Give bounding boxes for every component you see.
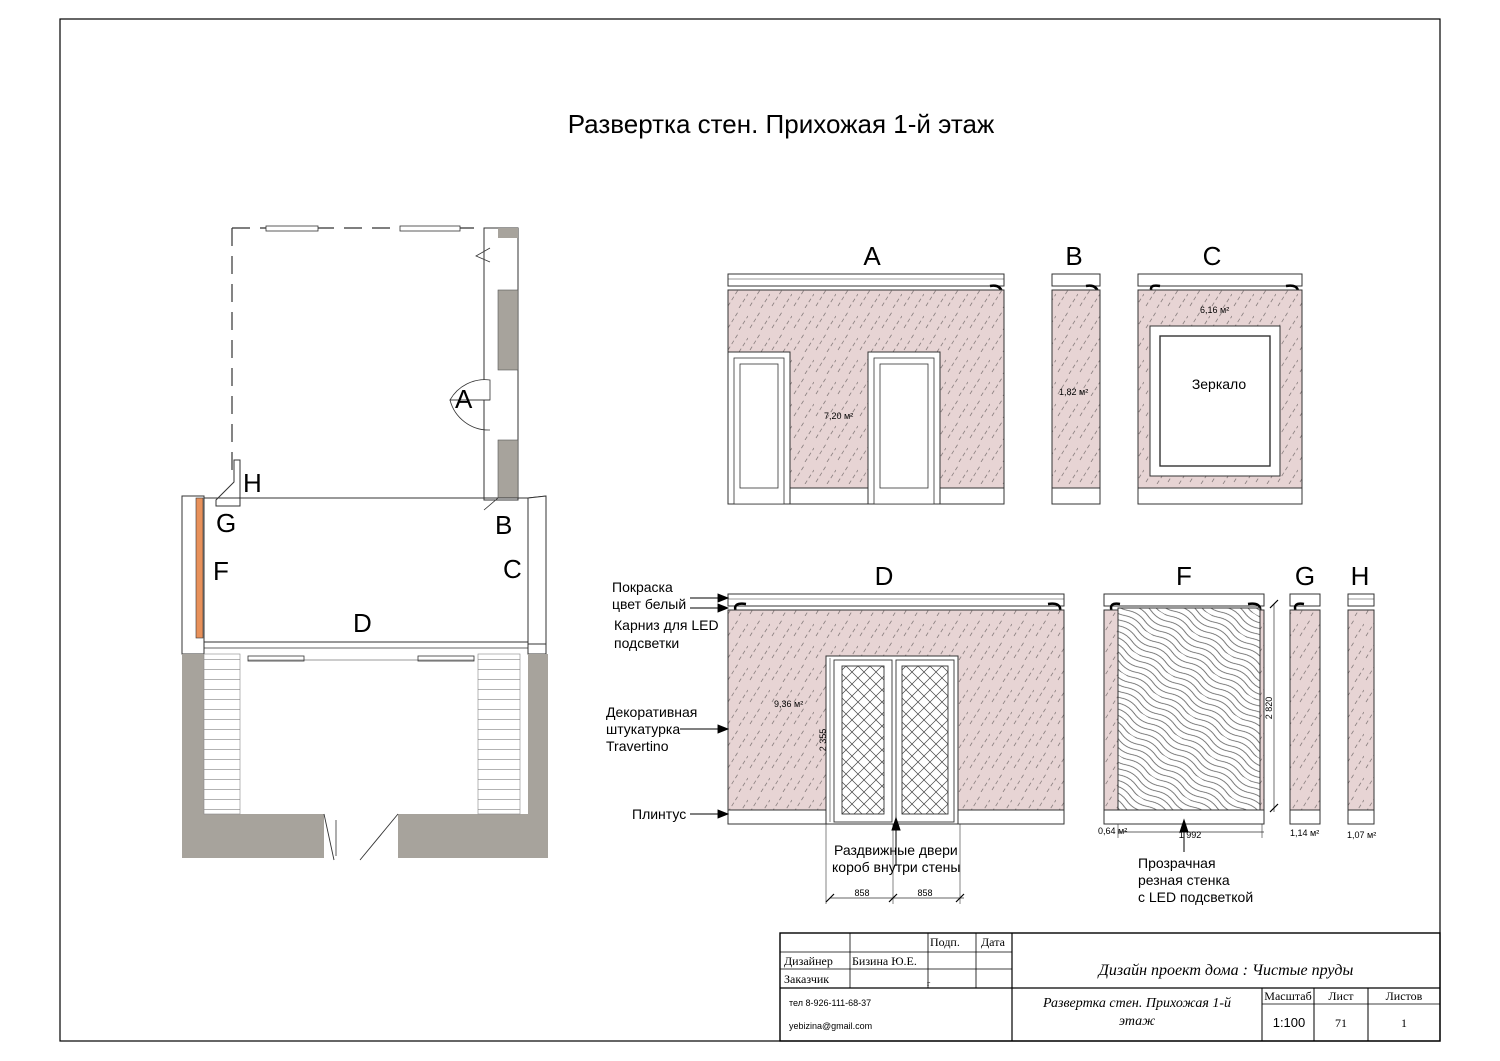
elevation-d-width-dim-1: 858: [854, 888, 870, 898]
elevation-f: [1104, 594, 1278, 852]
callout-plaster-1: Декоративная: [606, 704, 698, 720]
elevation-d-label: D: [874, 561, 894, 591]
elevation-f-height-dim: 2 820: [1264, 696, 1274, 720]
stamp-client-mark: г: [927, 979, 931, 988]
floor-plan: [182, 226, 548, 860]
elevation-c-label: C: [1202, 241, 1222, 271]
callout-glass-2: резная стенка: [1138, 872, 1230, 888]
plan-label-a: A: [455, 384, 473, 414]
callout-glass-3: с LED подсветкой: [1138, 889, 1254, 905]
plan-labels: [213, 384, 522, 638]
stamp-podp: Подп.: [930, 935, 960, 949]
stamp-sheet-title-1: Развертка стен. Прихожая 1-й: [1042, 996, 1232, 1011]
callout-paint-2: цвет белый: [612, 596, 687, 612]
elevation-f-width-dim: 1 992: [1178, 830, 1202, 840]
sheet-frame: [60, 19, 1440, 1041]
callout-plaster-2: штукатурка: [606, 721, 681, 737]
plan-label-c: C: [503, 554, 522, 584]
elevation-g-label: G: [1294, 561, 1316, 591]
elevation-g-area: 1,14 м²: [1290, 828, 1320, 838]
elevation-b-label: B: [1065, 241, 1083, 271]
elevation-h: [1348, 594, 1374, 824]
callout-doors-2: короб внутри стены: [832, 859, 961, 875]
elevation-a-area: 7,20 м²: [824, 411, 854, 421]
title-block-text: [784, 935, 1423, 1031]
stamp-designer-name: Бизина Ю.Е.: [852, 954, 917, 968]
callout-paint-1: Покраска: [612, 579, 673, 595]
stamp-sheet-title-2: этаж: [1118, 1014, 1156, 1029]
stamp-sheets-label: Листов: [1385, 989, 1423, 1003]
elevation-h-label: H: [1350, 561, 1370, 591]
stamp-designer-label: Дизайнер: [784, 954, 833, 968]
stamp-phone: тел 8-926-111-68-37: [789, 998, 872, 1008]
stamp-scale-label: Масштаб: [1264, 989, 1312, 1003]
elevation-a-label: A: [863, 241, 881, 271]
elevation-d-area: 9,36 м²: [774, 699, 804, 709]
plan-label-f: F: [213, 556, 229, 586]
page-title: Развертка стен. Прихожая 1-й этаж: [567, 109, 995, 139]
plan-label-h: H: [243, 468, 262, 498]
elevation-a: [728, 274, 1004, 504]
elevation-d-width-dim-2: 858: [917, 888, 933, 898]
callout-baseboard: Плинтус: [632, 806, 687, 822]
stamp-email: yebizina@gmail.com: [789, 1021, 873, 1031]
elevation-f-label: F: [1176, 561, 1192, 591]
stamp-data: Дата: [981, 935, 1005, 949]
elevation-h-area: 1,07 м²: [1347, 830, 1377, 840]
stamp-sheet-label: Лист: [1328, 989, 1354, 1003]
stamp-sheet-value: 71: [1335, 1016, 1347, 1030]
plan-label-d: D: [353, 608, 372, 638]
callout-doors-1: Раздвижные двери: [834, 842, 958, 858]
elevation-f-area: 0,64 м²: [1098, 826, 1128, 836]
callout-cornice-2: подсветки: [614, 635, 680, 651]
mirror-label: Зеркало: [1191, 376, 1247, 392]
stamp-scale-value: 1:100: [1272, 1015, 1306, 1030]
stamp-project: Дизайн проект дома : Чистые пруды: [1098, 962, 1354, 979]
elevation-c-area: 6,16 м²: [1200, 305, 1230, 315]
stamp-client-label: Заказчик: [784, 972, 830, 986]
callout-plaster-3: Travertino: [606, 738, 669, 754]
elevation-g: [1290, 594, 1320, 824]
plan-label-g: G: [216, 508, 237, 538]
elevation-b-area: 1,82 м²: [1059, 387, 1089, 397]
plan-label-b: B: [495, 510, 513, 540]
stamp-sheets-value: 1: [1401, 1016, 1407, 1030]
callout-glass-1: Прозрачная: [1138, 855, 1216, 871]
callout-cornice-1: Карниз для LED: [614, 617, 719, 633]
elevation-d-height-dim: 2 355: [818, 728, 828, 752]
